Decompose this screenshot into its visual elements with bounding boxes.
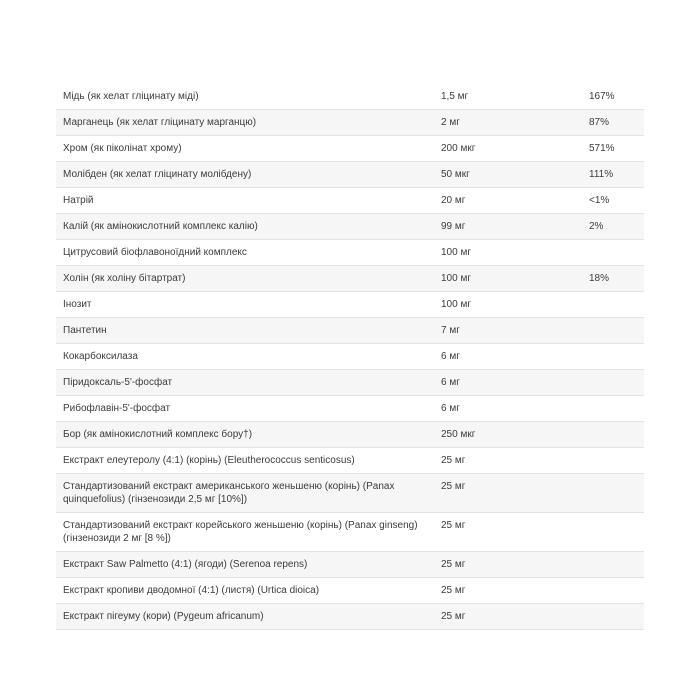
ingredient-daily-value: 111% [582, 162, 644, 188]
table-row [56, 604, 644, 630]
table-row [56, 513, 644, 552]
ingredient-daily-value [582, 292, 644, 318]
ingredient-amount: 25 мг [434, 552, 582, 578]
ingredient-amount: 25 мг [434, 448, 582, 474]
ingredient-name: Мідь (як хелат гліцинату міді) [56, 84, 434, 110]
ingredient-daily-value: 167% [582, 84, 644, 110]
ingredient-amount: 25 мг [434, 474, 582, 513]
ingredient-name: Холін (як холіну бітартрат) [56, 266, 434, 292]
table-row [56, 578, 644, 604]
ingredient-daily-value [582, 513, 644, 552]
table-row [56, 422, 644, 448]
ingredient-amount: 25 мг [434, 513, 582, 552]
ingredient-amount: 1,5 мг [434, 84, 582, 110]
ingredient-amount: 100 мг [434, 292, 582, 318]
table-row [56, 214, 644, 240]
table-row [56, 448, 644, 474]
nutrition-facts-table [56, 84, 644, 630]
table-row [56, 188, 644, 214]
ingredient-daily-value [582, 578, 644, 604]
ingredient-daily-value [582, 604, 644, 630]
table-row [56, 370, 644, 396]
ingredient-amount: 200 мкг [434, 136, 582, 162]
ingredient-name: Піридоксаль-5'-фосфат [56, 370, 434, 396]
ingredient-amount: 99 мг [434, 214, 582, 240]
ingredient-daily-value [582, 474, 644, 513]
table-row [56, 396, 644, 422]
table-row [56, 240, 644, 266]
ingredient-daily-value [582, 318, 644, 344]
ingredient-name: Екстракт елеутеролу (4:1) (корінь) (Eleutherococcus senticosus) [56, 448, 434, 474]
ingredient-daily-value [582, 448, 644, 474]
ingredient-amount: 7 мг [434, 318, 582, 344]
ingredient-daily-value [582, 552, 644, 578]
ingredient-daily-value: 571% [582, 136, 644, 162]
table-row [56, 318, 644, 344]
ingredient-daily-value: <1% [582, 188, 644, 214]
ingredient-amount: 25 мг [434, 578, 582, 604]
ingredient-name: Екстракт пігеуму (кори) (Pygeum africanum) [56, 604, 434, 630]
ingredient-name: Хром (як піколінат хрому) [56, 136, 434, 162]
ingredient-daily-value: 87% [582, 110, 644, 136]
ingredient-name: Екстракт кропиви дводомної (4:1) (листя) (Urtica dioica) [56, 578, 434, 604]
ingredient-amount: 250 мкг [434, 422, 582, 448]
ingredient-amount: 6 мг [434, 344, 582, 370]
table-row [56, 110, 644, 136]
table-row [56, 552, 644, 578]
ingredient-amount: 100 мг [434, 266, 582, 292]
ingredient-amount: 6 мг [434, 370, 582, 396]
table-row [56, 162, 644, 188]
ingredient-daily-value: 18% [582, 266, 644, 292]
ingredient-name: Марганець (як хелат гліцинату марганцю) [56, 110, 434, 136]
ingredient-daily-value [582, 344, 644, 370]
table-row [56, 136, 644, 162]
ingredient-name: Бор (як амінокислотний комплекс бору†) [56, 422, 434, 448]
ingredient-name: Рибофлавін-5'-фосфат [56, 396, 434, 422]
ingredient-daily-value: 2% [582, 214, 644, 240]
ingredient-amount: 2 мг [434, 110, 582, 136]
ingredient-daily-value [582, 370, 644, 396]
ingredient-name: Інозит [56, 292, 434, 318]
ingredient-name: Молібден (як хелат гліцинату молібдену) [56, 162, 434, 188]
ingredient-name: Калій (як амінокислотний комплекс калію) [56, 214, 434, 240]
ingredient-amount: 6 мг [434, 396, 582, 422]
ingredient-name: Стандартизований екстракт корейського женьшеню (корінь) (Panax ginseng) (гінзенозиди 2 мг [8 %]) [56, 513, 434, 552]
ingredient-amount: 25 мг [434, 604, 582, 630]
ingredient-amount: 50 мкг [434, 162, 582, 188]
table-row [56, 344, 644, 370]
ingredient-amount: 100 мг [434, 240, 582, 266]
ingredient-name: Цитрусовий біофлавоноїдний комплекс [56, 240, 434, 266]
ingredient-daily-value [582, 396, 644, 422]
ingredient-name: Стандартизований екстракт американського женьшеню (корінь) (Panax quinquefolius) (гінзенозиди 2,5 мг [10%]) [56, 474, 434, 513]
table-row [56, 474, 644, 513]
ingredient-daily-value [582, 240, 644, 266]
ingredient-name: Натрій [56, 188, 434, 214]
ingredient-name: Екстракт Saw Palmetto (4:1) (ягоди) (Serenoa repens) [56, 552, 434, 578]
table-row [56, 292, 644, 318]
table-row [56, 266, 644, 292]
ingredient-name: Пантетин [56, 318, 434, 344]
ingredient-name: Кокарбоксилаза [56, 344, 434, 370]
ingredient-daily-value [582, 422, 644, 448]
table-row [56, 84, 644, 110]
ingredient-amount: 20 мг [434, 188, 582, 214]
